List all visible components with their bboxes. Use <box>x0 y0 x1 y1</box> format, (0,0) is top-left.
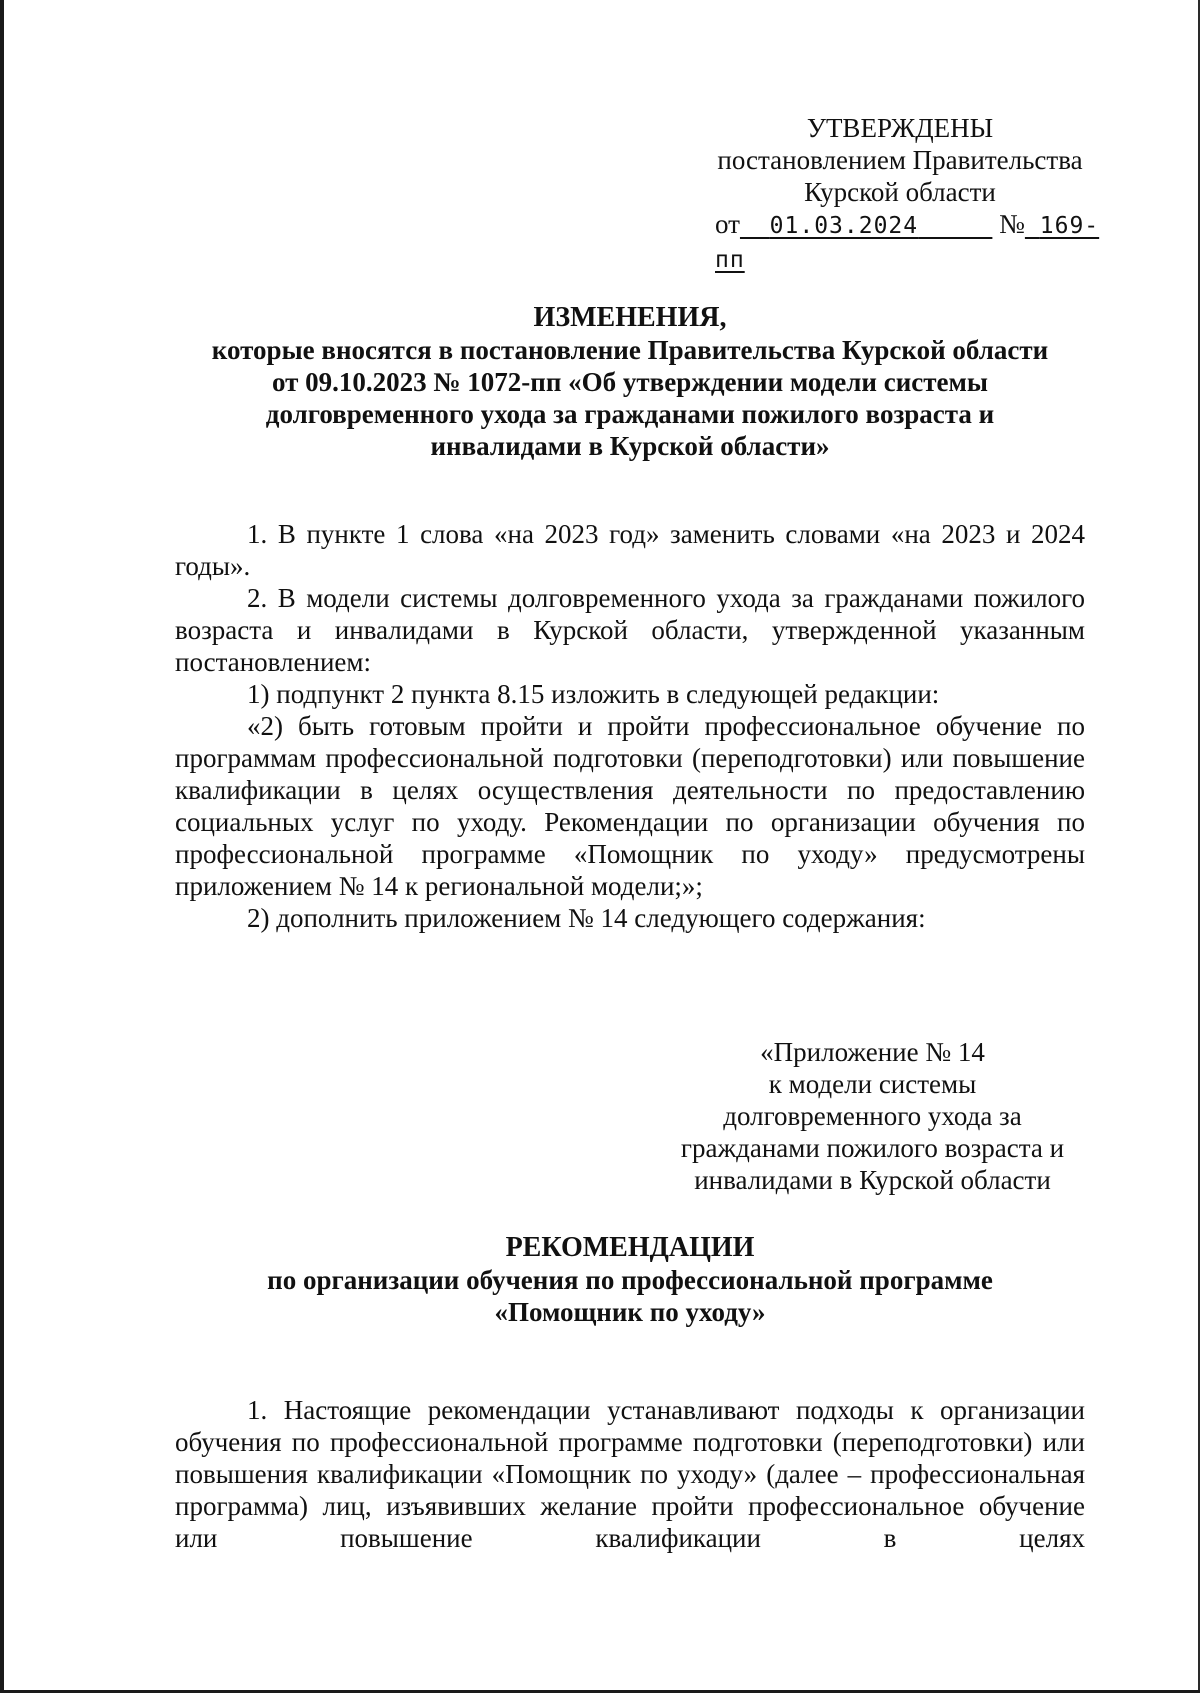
scan-border-left <box>0 0 4 1693</box>
document-title <box>175 302 1085 462</box>
annex-line: инвалидами в Курской области <box>694 1165 1051 1195</box>
approval-heading: УТВЕРЖДЕНЫ <box>806 113 994 143</box>
paragraph: 1. Настоящие рекомендации устанавливают подходы к организации обучения по профессиональной программе подготовки (переподготовки) или повышения квалификации «Помощник по уходу» (далее – профессиональная программа) лиц, изъявивших желание пройти профессиональное обучение или повышение квалификации в целях <box>175 1395 1085 1553</box>
annex-line: долговременного ухода за <box>723 1101 1022 1131</box>
approval-date-number <box>700 208 1100 276</box>
recommendations-line: «Помощник по уходу» <box>494 1297 766 1327</box>
annex-header <box>660 1036 1085 1196</box>
recommendations-line: по организации обучения по профессиональной программе <box>267 1265 993 1295</box>
recommendations-body <box>175 1394 1085 1554</box>
approval-date: 01.03.2024 <box>769 213 919 239</box>
annex-line: «Приложение № 14 <box>760 1037 985 1067</box>
title-line: долговременного ухода за гражданами пожилого возраста и <box>265 399 995 429</box>
paragraph: 1) подпункт 2 пункта 8.15 изложить в следующей редакции: <box>247 679 940 709</box>
title-line: которые вносятся в постановление Правительства Курской области <box>211 335 1049 365</box>
recommendations-main: РЕКОМЕНДАЦИИ <box>505 1232 755 1263</box>
approval-number: 169-пп <box>715 213 1100 273</box>
annex-line: гражданами пожилого возраста и <box>680 1133 1065 1163</box>
title-line: инвалидами в Курской области» <box>430 431 830 461</box>
date-prefix: от <box>715 209 740 239</box>
paragraph: «2) быть готовым пройти и пройти профессиональное обучение по программам профессиональной подготовки (переподготовки) или повышение квалификации в целях осуществления деятельности по предоставлению социальных услуг по уходу. Рекомендации по организации обучения по профессиональной программе «Помощник по уходу» предусмотрены приложением № 14 к региональной модели;»; <box>175 711 1085 901</box>
title-line: от 09.10.2023 № 1072-пп «Об утверждении модели системы <box>272 367 988 397</box>
recommendations-title <box>175 1232 1085 1328</box>
amendments-body <box>175 518 1085 934</box>
paragraph: 1. В пункте 1 слова «на 2023 год» заменить словами «на 2023 и 2024 годы». <box>175 519 1085 581</box>
approval-authority: постановлением Правительства <box>717 145 1083 175</box>
paragraph: 2) дополнить приложением № 14 следующего содержания: <box>247 903 926 933</box>
approval-stamp <box>700 112 1100 276</box>
approval-region: Курской области <box>804 177 996 207</box>
title-main: ИЗМЕНЕНИЯ, <box>533 302 727 333</box>
paragraph: 2. В модели системы долговременного ухода за гражданами пожилого возраста и инвалидами в Курской области, утвержденной указанным постановлением: <box>175 583 1085 677</box>
annex-line: к модели системы <box>768 1069 977 1099</box>
number-prefix: № <box>999 209 1025 239</box>
